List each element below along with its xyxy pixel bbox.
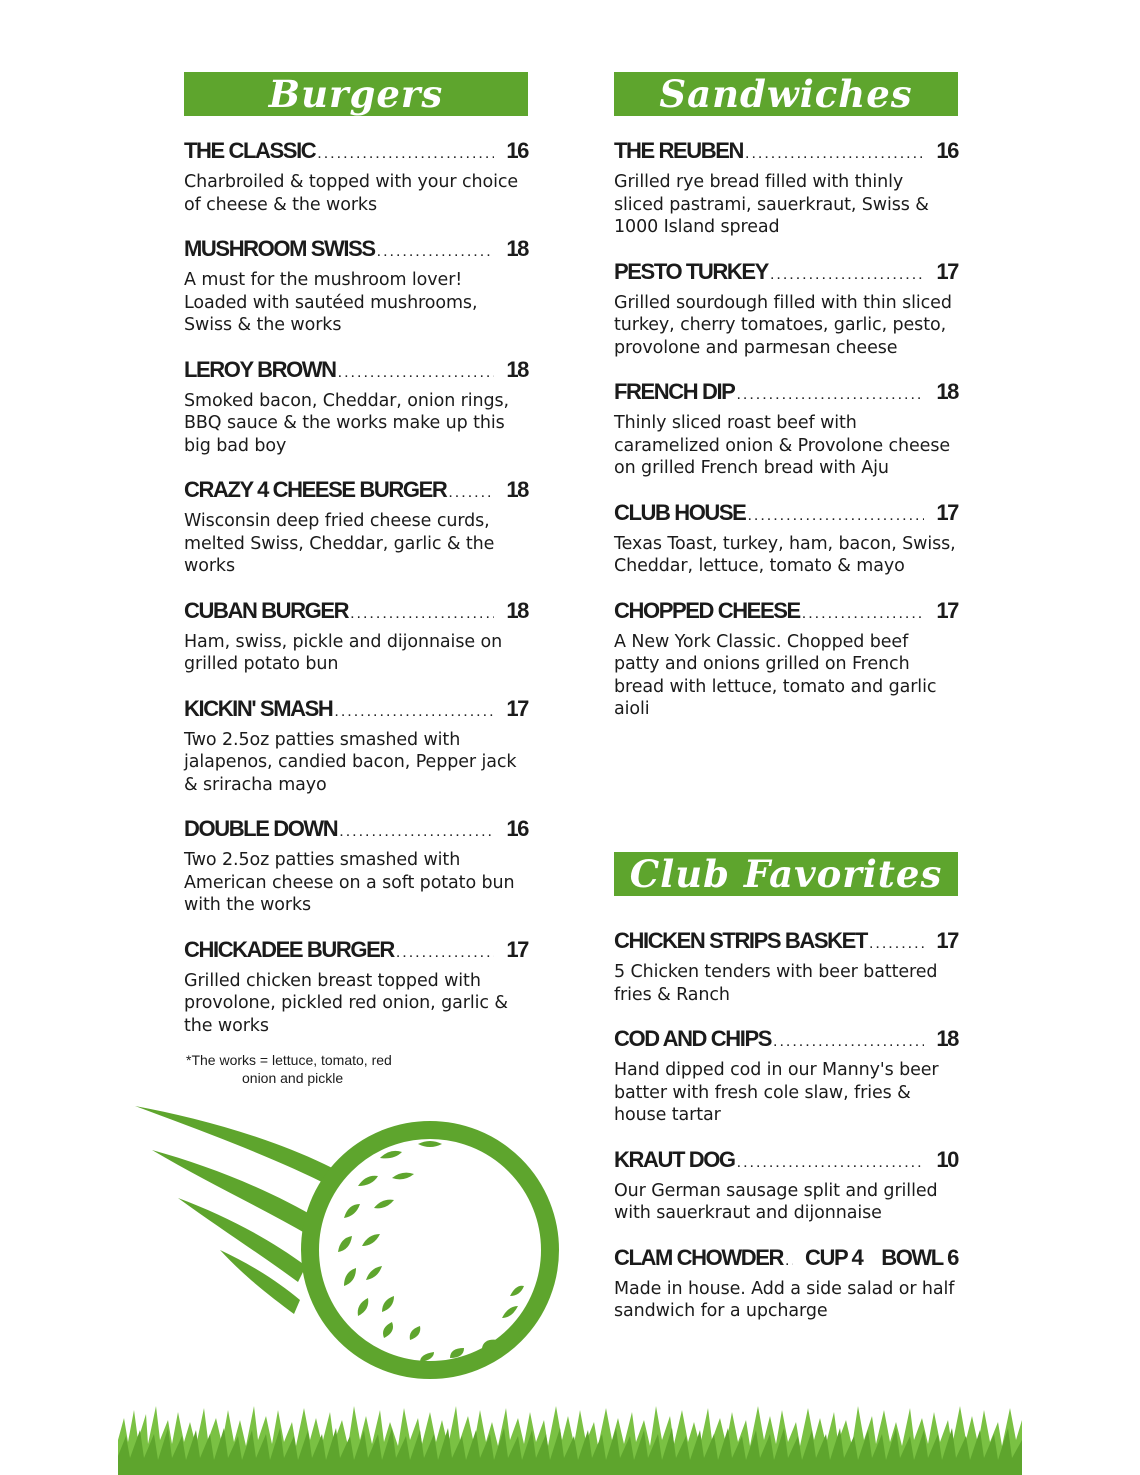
menu-item-description: Charbroiled & topped with your choice of cheese & the works — [184, 172, 519, 215]
menu-item-description: Grilled chicken breast topped with provolone, pickled red onion, garlic & the works — [184, 970, 508, 1036]
menu-item-description: A must for the mushroom lover! Loaded with sautéed mushrooms, Swiss & the works — [184, 270, 478, 335]
dot-leader — [448, 478, 494, 508]
menu-item-name: MUSHROOM SWISS — [184, 236, 375, 261]
menu-item — [184, 935, 528, 1038]
menu-item — [184, 355, 528, 458]
menu-item-header — [184, 814, 528, 847]
menu-item — [614, 257, 958, 360]
footnote-line-2: onion and pickle — [242, 1070, 344, 1086]
menu-item-name: KRAUT DOG — [614, 1146, 735, 1172]
menu-item-price: CUP 4 BOWL 6 — [804, 1244, 958, 1270]
sandwiches-list — [614, 136, 958, 721]
menu-item-price: 17 — [936, 499, 958, 525]
menu-item-header — [614, 377, 958, 410]
menu-item-name: CHOPPED CHEESE — [614, 597, 800, 623]
golf-ball-icon — [130, 1100, 570, 1390]
works-footnote — [184, 1051, 528, 1087]
menu-item-price: 16 — [506, 816, 528, 841]
menu-item — [614, 1243, 958, 1323]
menu-item-description: Made in house. Add a side salad or half sandwich for a upcharge — [614, 1278, 955, 1321]
menu-item-description: Ham, swiss, pickle and dijonnaise on grilled potato bun — [184, 631, 503, 674]
dot-leader — [747, 501, 924, 531]
dot-leader — [770, 260, 924, 290]
menu-item — [184, 234, 528, 337]
menu-item-description: Grilled sourdough filled with thin sliced turkey, cherry tomatoes, garlic, pesto, provolone and parmesan cheese — [614, 292, 952, 358]
dot-leader — [377, 237, 495, 267]
dot-leader — [745, 139, 924, 169]
dot-leader — [339, 817, 494, 847]
menu-item-description: Wisconsin deep fried cheese curds, melted Swiss, Cheddar, garlic & the works — [184, 511, 495, 576]
dot-leader — [785, 1246, 793, 1276]
menu-item-price: 18 — [506, 236, 528, 261]
menu-item-header — [614, 136, 958, 169]
dot-leader — [736, 380, 924, 410]
menu-item — [614, 1024, 958, 1127]
menu-item-name: THE REUBEN — [614, 138, 744, 163]
menu-item-price: 17 — [936, 597, 958, 623]
dot-leader — [802, 599, 925, 629]
menu-item-header — [614, 596, 958, 629]
dot-leader — [338, 358, 495, 388]
menu-item-header — [184, 234, 528, 267]
menu-item-header — [614, 1024, 958, 1057]
menu-item-name: CHICKADEE BURGER — [184, 936, 394, 962]
club-favorites-banner: Club Favorites — [614, 852, 958, 896]
menu-item-price: 17 — [506, 936, 528, 962]
menu-item-header — [184, 136, 528, 169]
menu-item — [614, 136, 958, 239]
menu-item — [184, 596, 528, 676]
burgers-list — [184, 136, 528, 1087]
menu-item-price: 18 — [936, 1026, 958, 1051]
menu-item-header — [614, 257, 958, 290]
burgers-banner: Burgers — [184, 72, 528, 116]
dot-leader — [869, 929, 924, 959]
menu-item-header — [614, 926, 958, 959]
menu-item-name: LEROY BROWN — [184, 356, 336, 382]
menu-item-header — [184, 694, 528, 727]
menu-item-price: 16 — [506, 138, 528, 163]
menu-item — [614, 377, 958, 480]
footnote-line-1: *The works = lettuce, tomato, red — [186, 1052, 392, 1068]
menu-item-description: 5 Chicken tenders with beer battered fries & Ranch — [614, 962, 938, 1005]
dot-leader — [334, 697, 494, 727]
menu-item-price: 18 — [506, 477, 528, 502]
menu-item-price: 17 — [936, 928, 958, 953]
menu-item — [614, 498, 958, 578]
menu-item-header — [184, 596, 528, 629]
menu-item — [184, 136, 528, 216]
menu-item-price: 17 — [936, 258, 958, 284]
menu-item-name: PESTO TURKEY — [614, 258, 768, 284]
menu-item-description: Two 2.5oz patties smashed with jalapenos, candied bacon, Pepper jack & sriracha mayo — [184, 729, 517, 795]
menu-item-name: CLUB HOUSE — [614, 499, 746, 525]
dot-leader — [350, 599, 494, 629]
menu-item-name: THE CLASSIC — [184, 138, 316, 163]
menu-item-description: Thinly sliced roast beef with caramelized onion & Provolone cheese on grilled French bread with Aju — [614, 413, 951, 478]
menu-item-price: 16 — [936, 138, 958, 163]
sandwiches-banner: Sandwiches — [614, 72, 958, 116]
menu-item-name: CLAM CHOWDER — [614, 1244, 783, 1270]
menu-item-price: 18 — [936, 379, 958, 404]
sandwiches-section — [614, 72, 958, 739]
club-favorites-section — [614, 852, 958, 1341]
menu-item-price: 18 — [506, 597, 528, 623]
menu-item-name: CHICKEN STRIPS BASKET — [614, 928, 867, 953]
menu-item — [184, 475, 528, 578]
menu-item-header — [184, 355, 528, 388]
menu-item-description: Texas Toast, turkey, ham, bacon, Swiss, Cheddar, lettuce, tomato & mayo — [614, 533, 956, 576]
menu-item-name: DOUBLE DOWN — [184, 816, 338, 841]
menu-item-name: COD AND CHIPS — [614, 1026, 771, 1051]
menu-item-name: KICKIN' SMASH — [184, 695, 333, 721]
menu-item-header — [614, 1243, 958, 1276]
burgers-section — [184, 72, 528, 1087]
menu-item — [184, 814, 528, 917]
menu-item-description: A New York Classic. Chopped beef patty and onions grilled on French bread with lettuce, tomato and garlic aioli — [614, 631, 937, 719]
menu-item-name: FRENCH DIP — [614, 379, 735, 404]
menu-item-description: Our German sausage split and grilled with sauerkraut and dijonnaise — [614, 1180, 938, 1223]
menu-item-header — [184, 935, 528, 968]
menu-item — [614, 926, 958, 1006]
menu-item — [614, 1145, 958, 1225]
dot-leader — [317, 139, 494, 169]
menu-item-name: CUBAN BURGER — [184, 597, 349, 623]
menu-item-description: Grilled rye bread filled with thinly sliced pastrami, sauerkraut, Swiss & 1000 Island spread — [614, 172, 929, 237]
menu-item-price: 10 — [936, 1146, 958, 1172]
menu-item-price: 18 — [506, 356, 528, 382]
club-favorites-list — [614, 926, 958, 1323]
grass-decoration — [118, 1400, 1022, 1475]
menu-item-description: Smoked bacon, Cheddar, onion rings, BBQ sauce & the works make up this big bad boy — [184, 390, 509, 456]
menu-item-description: Hand dipped cod in our Manny's beer batter with fresh cole slaw, fries & house tartar — [614, 1060, 939, 1125]
menu-item — [614, 596, 958, 721]
dot-leader — [773, 1027, 924, 1057]
menu-item-description: Two 2.5oz patties smashed with American cheese on a soft potato bun with the works — [184, 850, 515, 915]
menu-item-name: CRAZY 4 CHEESE BURGER — [184, 477, 447, 502]
menu-item-header — [614, 498, 958, 531]
menu-item-header — [614, 1145, 958, 1178]
menu-item-price: 17 — [506, 695, 528, 721]
dot-leader — [396, 938, 494, 968]
menu-item — [184, 694, 528, 797]
menu-item-header — [184, 475, 528, 508]
dot-leader — [737, 1148, 925, 1178]
